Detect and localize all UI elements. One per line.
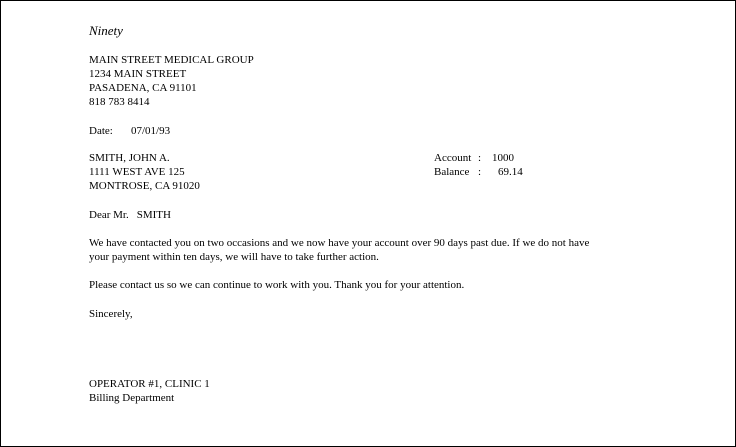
account-label: Account: [434, 152, 472, 164]
signature-operator: OPERATOR #1, CLINIC 1: [89, 378, 210, 390]
account-row: [434, 151, 523, 165]
signature-department: Billing Department: [89, 392, 175, 404]
sender-city: PASADENA, CA 91101: [89, 82, 197, 94]
signature-block: [89, 377, 210, 405]
body-paragraph-1-line-1: We have contacted you on two occasions and we now have your account over 90 days past due. If we do not have: [89, 237, 590, 249]
sender-phone: 818 783 8414: [89, 96, 150, 108]
recipient-city: MONTROSE, CA 91020: [89, 180, 200, 192]
body-paragraph-2: Please contact us so we can continue to work with you. Thank you for your attention.: [89, 279, 465, 291]
letter-title: Ninety: [89, 23, 123, 38]
date-value: 07/01/93: [131, 125, 171, 137]
sender-address: [89, 53, 254, 109]
closing: Sincerely,: [89, 308, 133, 320]
balance-separator: :: [478, 166, 482, 178]
salutation-prefix: Dear Mr.: [89, 209, 129, 221]
recipient-street: 1111 WEST AVE 125: [89, 166, 185, 178]
sender-street: 1234 MAIN STREET: [89, 68, 187, 80]
account-summary: [434, 151, 523, 179]
account-value: 1000: [492, 152, 514, 164]
balance-label: Balance: [434, 166, 470, 178]
body-paragraph-1: [89, 236, 649, 264]
sender-name: MAIN STREET MEDICAL GROUP: [89, 54, 254, 66]
date-line: [89, 124, 170, 138]
balance-row: [434, 165, 523, 179]
recipient-address: [89, 151, 200, 193]
account-separator: :: [478, 152, 482, 164]
salutation-name: SMITH: [136, 209, 171, 221]
salutation: [89, 208, 171, 222]
body-paragraph-1-line-2: your payment within ten days, we will have to take further action.: [89, 251, 379, 263]
recipient-name: SMITH, JOHN A.: [89, 152, 170, 164]
balance-value: 69.14: [498, 166, 523, 178]
date-label: Date:: [89, 125, 113, 137]
